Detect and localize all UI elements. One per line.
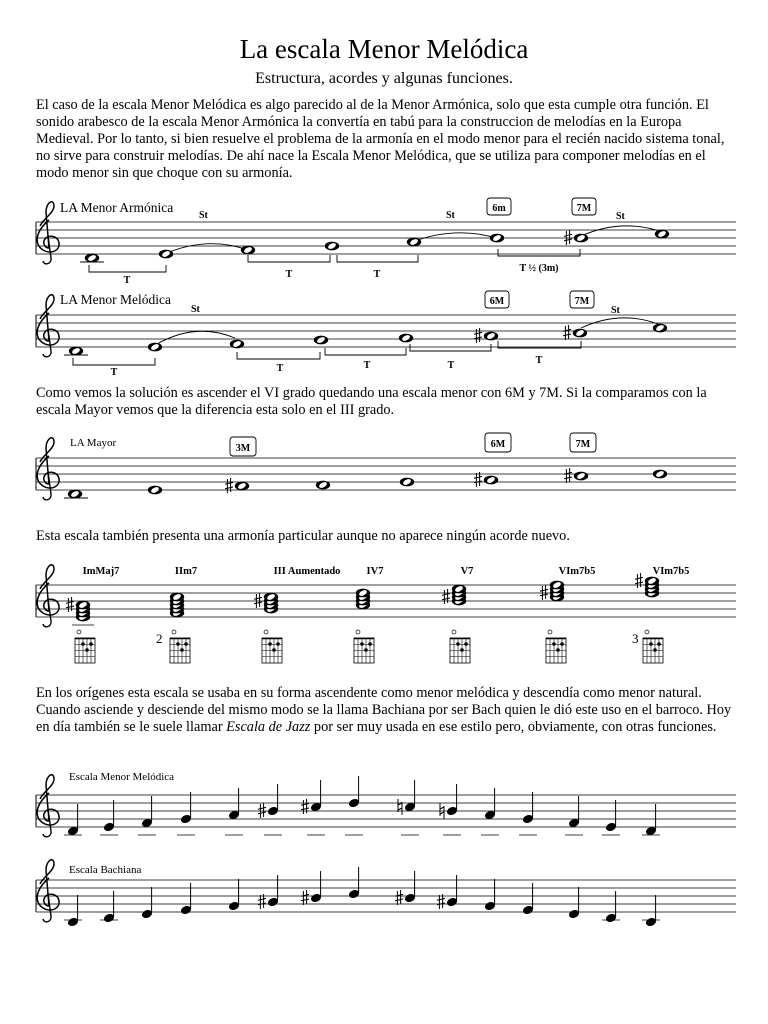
note-head [170,593,184,602]
quarter-note [345,835,363,899]
interval-box: 7M [574,296,590,307]
chord-name: VIm7b5 [652,566,690,577]
whole-note [314,336,328,345]
page-subtitle: Estructura, acordes y algunas funciones. [255,70,513,87]
quarter-note [398,780,416,815]
comparison-paragraph: Como vemos la solución es ascender el VI grado quedando una escala menor con 6M y 7M. Si la comparamos con la escala Mayor vemos que la diferencia esta solo en el III grado. [36,385,707,418]
tone-label: T [447,360,455,371]
quarter-note [484,788,496,820]
treble-clef-icon [37,860,59,922]
note-head [550,581,564,590]
note-head [230,340,244,349]
tone-label: T [110,367,118,378]
interval-box: 6M [489,296,505,307]
whole-note [653,324,667,333]
semitone-mark: St [191,304,200,315]
note-head [356,589,370,598]
fret-grid [354,638,374,663]
quarter-note [301,780,322,814]
fret-grid [643,638,663,663]
page-title: La escala Menor Melódica [239,34,529,64]
chord-name: VIm7b5 [558,566,596,577]
note-head [407,238,421,247]
whole-note [225,478,249,493]
staff-menor-melodica-full [36,771,736,837]
chord-name: III Aumentado [273,566,341,577]
quarter-note [225,835,243,911]
quarter-note [177,835,195,915]
quarter-note [228,788,240,820]
whole-note [159,250,173,259]
whole-note [316,481,330,490]
note-head [484,332,498,341]
whole-note [564,230,588,245]
origins-text-1: En los orígenes esta escala se usaba en su forma ascendente como menor melódica y descendía como menor natural. Cuando asciende y desciende del mismo modo se la llama Bachiana por ser Bach quien le dió este uso en el barroco. Hoy en día también se le suele llamar [36,685,732,735]
staff-armonica [36,198,736,286]
note-head [316,481,330,490]
tone-label: T [285,269,293,280]
note-head [241,246,255,255]
tone-label: T ½ (3m) [519,263,559,274]
quarter-note [180,792,192,824]
semitone-mark: St [611,305,620,316]
interval-box: 6M [490,439,506,450]
staff-bachiana [36,860,736,922]
fret-grid [75,638,95,663]
harmony-paragraph: Esta escala también presenta una armonía particular aunque no aparece ningún acorde nuevo. [36,528,570,544]
chord-stack [356,589,370,610]
chord-stack [540,581,564,602]
sharp-icon [301,890,309,905]
interval-box: 7M [576,203,592,214]
fret-diagram [262,630,282,663]
quarter-note [301,835,325,905]
chord-name: V7 [460,566,474,577]
chord-name: IIm7 [174,566,198,577]
note-head [573,329,587,338]
note-head [400,478,414,487]
sharp-icon [564,230,572,245]
whole-note [564,468,588,483]
whole-note [85,254,99,263]
sharp-icon [564,468,572,483]
chord-stack [170,593,184,618]
sharp-icon [442,589,450,604]
quarter-note [522,792,534,824]
sharp-icon [474,328,482,343]
quarter-note [645,804,657,836]
chord-name: IV7 [366,566,384,577]
semitone-mark: St [199,210,208,221]
whole-note [69,347,83,356]
quarter-note [395,835,419,905]
sharp-icon [258,803,266,818]
note-head [484,476,498,485]
quarter-note [437,835,461,909]
note-head [314,336,328,345]
chord-name: ImMaj7 [82,566,120,577]
whole-note [399,334,413,343]
note-head [574,234,588,243]
staff-label: LA Mayor [70,437,117,449]
semitone-mark: St [446,210,455,221]
note-head [76,601,90,610]
sharp-icon [225,478,233,493]
staff-mayor [36,433,736,500]
quarter-note [481,835,499,911]
note-head [148,343,162,352]
chord-stack [254,593,278,614]
staff-label: LA Menor Armónica [60,200,174,215]
intro-paragraph: El caso de la escala Menor Melódica es algo parecido al de la Menor Armónica, solo que esta cumple otra función. El sonido arabesco de la escala Menor Armónica la convertía en tabú para la construccion de melodías en la Europa Medieval. Por lo tanto, si bien resuelve el problema de la armonía en el modo menor para el recién nacido sistema tonal, no sirve para construir melodías. De ahí nace la Escala Menor Melódica, que se utiliza para componer melodías en el modo menor sin que choque con su armonía. [36,97,725,181]
sharp-icon [563,325,571,340]
sharp-icon [301,799,309,814]
note-head [452,585,466,594]
quarter-note [141,796,153,828]
whole-note [400,478,414,487]
note-head [325,242,339,251]
tone-label: T [276,363,284,374]
interval-box: 6m [492,203,506,214]
quarter-note [103,800,115,832]
note-head [490,234,504,243]
whole-note [474,328,498,343]
staff-label: LA Menor Melódica [60,292,171,307]
sharp-icon [635,573,643,588]
staff-melodica [36,291,736,378]
quarter-note [258,835,282,909]
whole-note [490,234,504,243]
fret-diagram [354,630,374,663]
quarter-note [100,835,118,923]
note-head [69,347,83,356]
sharp-icon [254,593,262,608]
quarter-note [519,835,537,915]
quarter-note [642,835,660,927]
note-head [148,486,162,495]
interval-box: 7M [575,439,591,450]
note-head [645,577,659,586]
sharp-icon [395,890,403,905]
quarter-note [258,784,279,818]
treble-clef-icon [37,202,59,264]
treble-clef-icon [37,438,59,500]
tone-label: T [535,355,543,366]
note-head [264,593,278,602]
whole-note [148,343,162,352]
note-head [574,472,588,481]
staff-label: Escala Bachiana [69,864,142,876]
fret-diagram [643,630,663,663]
note-head [159,250,173,259]
fret-number: 3 [632,631,639,646]
whole-note [407,238,421,247]
fret-diagram [546,630,566,663]
chord-stack [442,585,466,606]
whole-note [655,230,669,239]
whole-note [325,242,339,251]
origins-text-2: por ser muy usada en ese estilo pero, obviamente, con otras funciones. [310,719,717,735]
fret-number: 2 [156,631,163,646]
quarter-note [605,800,617,832]
quarter-note [67,804,79,836]
staff-label: Escala Menor Melódica [69,771,175,783]
quarter-note [602,835,620,923]
treble-clef-icon [37,565,59,627]
note-head [235,482,249,491]
interval-box: 3M [235,443,251,454]
whole-note [230,340,244,349]
whole-note [241,246,255,255]
whole-note [68,490,82,499]
treble-clef-icon [37,775,59,837]
quarter-note [64,835,82,927]
fret-diagram [75,630,95,663]
natural-icon [398,799,402,815]
note-head [85,254,99,263]
note-head [653,324,667,333]
quarter-note [138,835,156,919]
fret-grid [262,638,282,663]
sharp-icon [540,585,548,600]
fret-grid [546,638,566,663]
whole-note [148,486,162,495]
treble-clef-icon [37,295,59,357]
quarter-note [440,784,458,819]
note-head [655,230,669,239]
fret-grid [170,638,190,663]
sharp-icon [66,597,74,612]
note-head [68,490,82,499]
jazz-scale-term: Escala de Jazz [226,719,311,735]
tone-label: T [123,275,131,286]
whole-note [653,470,667,479]
note-head [399,334,413,343]
fret-diagram [450,630,470,663]
staff-chords [36,565,736,646]
fret-grid [450,638,470,663]
tone-label: T [373,269,381,280]
quarter-note [348,776,360,808]
quarter-note [565,835,583,919]
quarter-note [568,796,580,828]
note-head [653,470,667,479]
fret-diagram [170,630,190,663]
semitone-mark: St [616,211,625,222]
tone-label: T [363,360,371,371]
